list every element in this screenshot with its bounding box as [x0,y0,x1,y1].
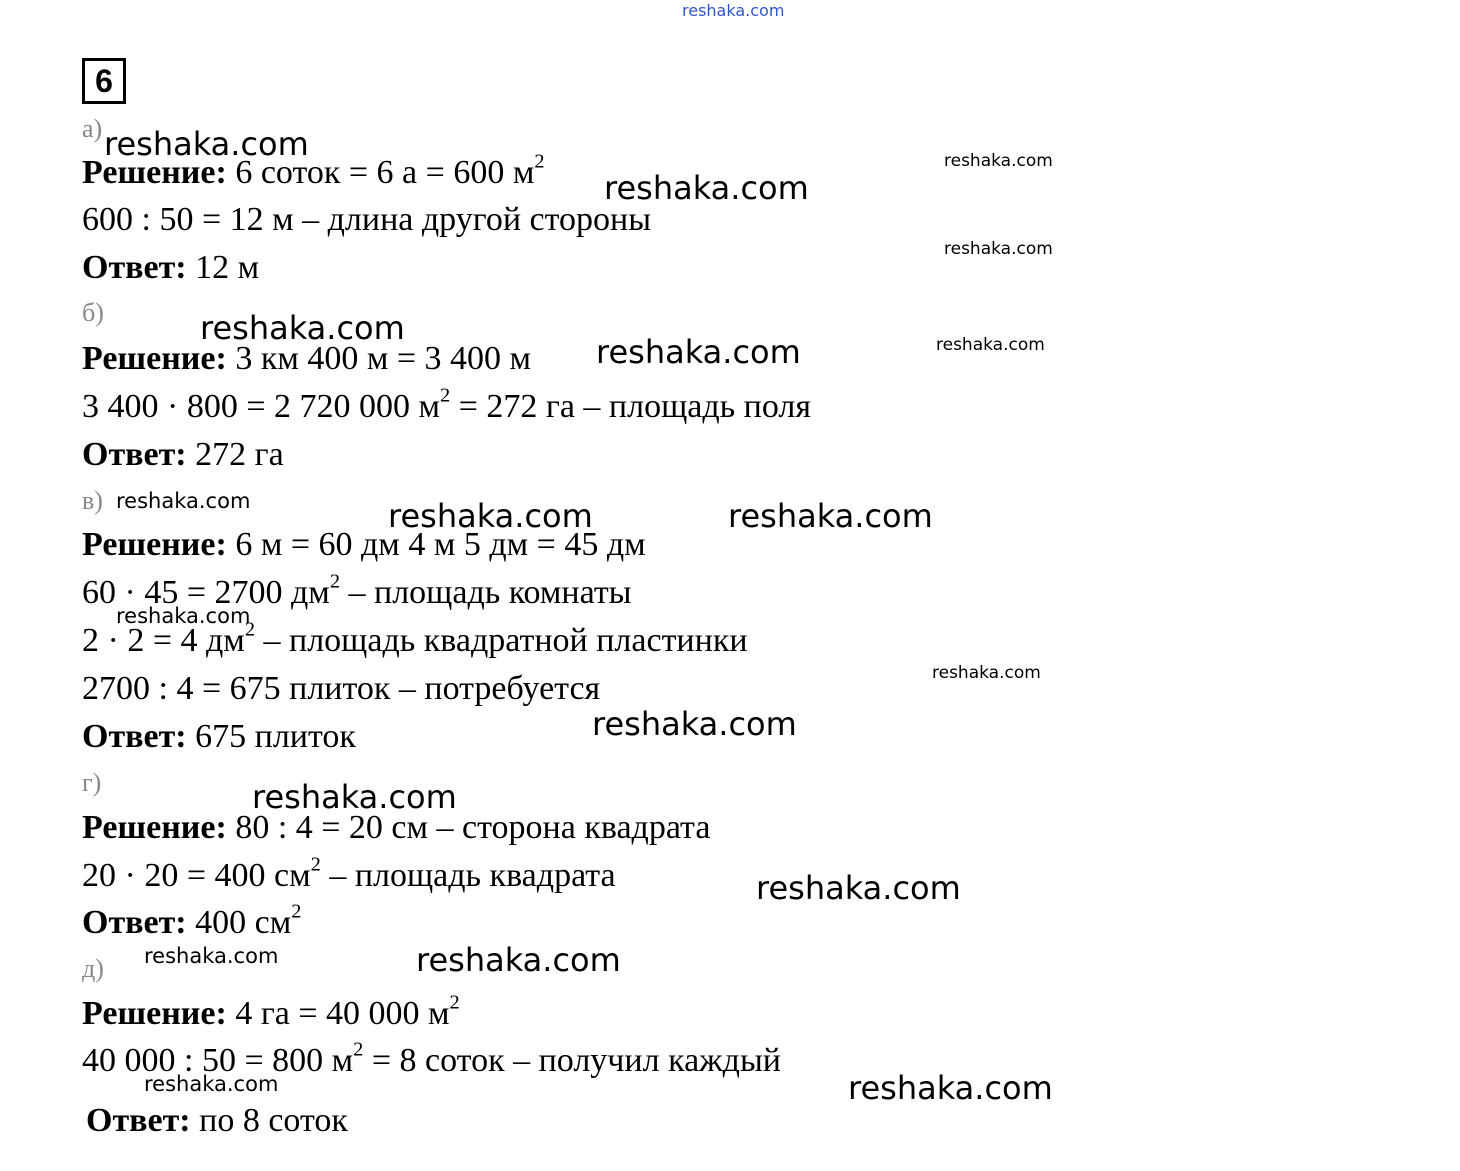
step-v-1-a: 60 · 45 = 2700 дм [82,574,330,611]
step-g-1-a: 20 · 20 = 400 см [82,857,311,894]
answer-d-text: по 8 соток [199,1102,348,1139]
solution-d-text: 4 га = 40 000 м [235,995,450,1032]
answer-g-text: 400 см [195,904,292,941]
answer-label: Ответ: [82,904,187,941]
answer-label: Ответ: [86,1102,191,1139]
watermark: reshaka.com [388,497,593,535]
step-v-3: 2700 : 4 = 675 плиток – потребуется [82,670,601,707]
answer-a-text: 12 м [195,249,260,286]
step-v-2-b: – площадь квадратной пластинки [255,622,748,659]
step-b-1-b: = 272 га – площадь поля [450,388,812,425]
solution-label: Решение: [82,995,227,1032]
watermark: reshaka.com [252,778,457,816]
step-v-2 [82,618,748,659]
answer-label: Ответ: [82,249,187,286]
superscript: 2 [440,384,451,407]
part-label-b: б) [82,298,104,327]
solution-b-text: 3 км 400 м = 3 400 м [235,340,532,377]
watermark: reshaka.com [592,705,797,743]
solution-label: Решение: [82,154,227,191]
answer-v-text: 675 плиток [195,718,356,755]
step-d-1-b: = 8 соток – получил каждый [363,1042,781,1079]
step-v-2-a: 2 · 2 = 4 дм [82,622,245,659]
solution-g-text: 80 : 4 = 20 см – сторона квадрата [235,809,711,846]
solution-a-text: 6 соток = 6 а = 600 м [235,154,535,191]
answer-label: Ответ: [82,436,187,473]
answer-b-text: 272 га [195,436,284,473]
solution-v-text: 6 м = 60 дм 4 м 5 дм = 45 дм [235,526,646,563]
watermark: reshaka.com [144,944,279,968]
solution-b [82,342,531,376]
watermark: reshaka.com [756,869,961,907]
watermark: reshaka.com [144,1072,279,1096]
solution-label: Решение: [82,340,227,377]
watermark: reshaka.com [944,239,1053,259]
step-a-1: 600 : 50 = 12 м – длина другой стороны [82,201,652,238]
solution-label: Решение: [82,526,227,563]
answer-v [82,720,356,754]
top-watermark: reshaka.com [682,1,785,20]
watermark: reshaka.com [116,489,251,513]
watermark: reshaka.com [944,151,1053,171]
step-d-1-a: 40 000 : 50 = 800 м [82,1042,354,1079]
answer-d [86,1104,348,1138]
watermark: reshaka.com [596,333,801,371]
watermark: reshaka.com [104,125,309,163]
superscript: 2 [534,150,545,173]
watermark: reshaka.com [848,1069,1053,1107]
answer-a [82,251,259,285]
superscript: 2 [310,853,321,876]
watermark: reshaka.com [416,941,621,979]
watermark: reshaka.com [728,497,933,535]
task-number-box [82,58,126,104]
step-g-1-b: – площадь квадрата [320,857,616,894]
watermark: reshaka.com [936,335,1045,355]
superscript: 2 [353,1038,364,1061]
superscript: 2 [291,900,302,923]
answer-g [82,900,302,941]
task-number: 6 [95,62,113,99]
step-g-1 [82,853,616,894]
superscript: 2 [449,991,460,1014]
part-label-a: а) [82,114,103,143]
solution-label: Решение: [82,809,227,846]
answer-label: Ответ: [82,718,187,755]
watermark: reshaka.com [604,169,809,207]
watermark: reshaka.com [200,309,405,347]
solution-d [82,991,460,1032]
step-v-1-b: – площадь комнаты [340,574,632,611]
answer-b [82,438,284,472]
part-label-g: г) [82,768,102,797]
step-b-1 [82,384,812,425]
part-label-v: в) [82,486,103,515]
step-b-1-a: 3 400 · 800 = 2 720 000 м [82,388,441,425]
part-label-d: д) [82,954,104,983]
watermark: reshaka.com [932,663,1041,683]
superscript: 2 [329,570,341,593]
superscript: 2 [244,618,256,641]
solution-g [82,811,710,845]
watermark: reshaka.com [116,604,251,628]
